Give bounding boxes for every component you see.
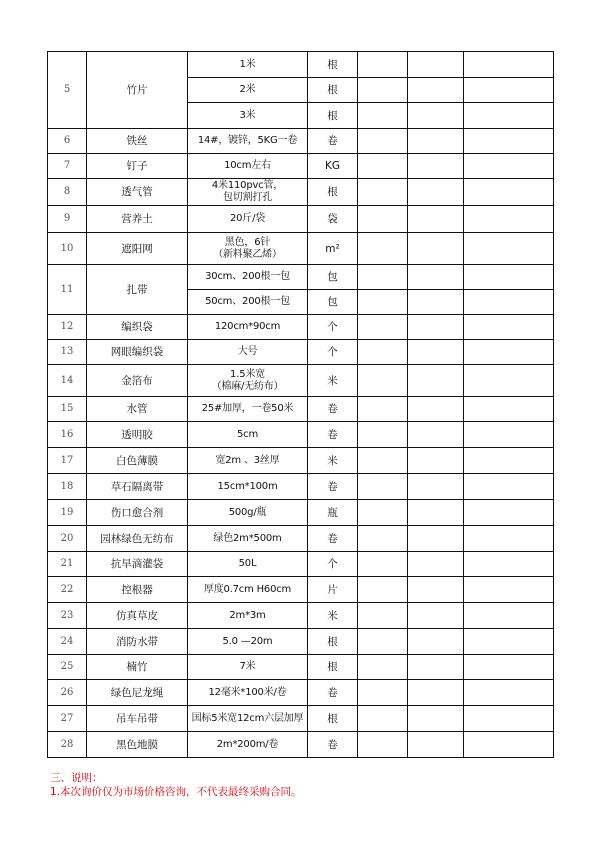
table-row [48, 315, 554, 340]
quantity-cell[interactable] [358, 680, 408, 706]
item-name: 钉子 [87, 154, 188, 179]
unit-price-cell[interactable] [408, 655, 464, 680]
item-unit: 米 [308, 448, 358, 474]
remarks-cell[interactable] [464, 732, 554, 758]
remarks-cell[interactable] [464, 500, 554, 526]
remarks-cell[interactable] [464, 552, 554, 577]
item-unit: 卷 [308, 129, 358, 154]
item-spec-line: 7米 [239, 661, 256, 672]
table-row [48, 129, 554, 154]
unit-price-cell[interactable] [408, 179, 464, 206]
unit-price-cell[interactable] [408, 365, 464, 397]
item-number: 18 [48, 474, 87, 500]
remarks-cell[interactable] [464, 680, 554, 706]
table-row [48, 340, 554, 365]
unit-price-cell[interactable] [408, 706, 464, 732]
quantity-cell[interactable] [358, 78, 408, 103]
item-spec [188, 103, 308, 129]
unit-price-cell[interactable] [408, 474, 464, 500]
unit-price-cell[interactable] [408, 233, 464, 265]
item-spec [188, 397, 308, 422]
table-row [48, 603, 554, 629]
quantity-cell[interactable] [358, 154, 408, 179]
notes-item: 1.本次询价仅为市场价格咨询，不代表最终采购合同。 [50, 786, 302, 798]
unit-price-cell[interactable] [408, 577, 464, 603]
table-row [48, 629, 554, 655]
remarks-cell[interactable] [464, 577, 554, 603]
item-unit: 卷 [308, 397, 358, 422]
quantity-cell[interactable] [358, 397, 408, 422]
table-row [48, 474, 554, 500]
inquiry-table-body [48, 52, 554, 758]
unit-price-cell[interactable] [408, 103, 464, 129]
item-name: 遮阳网 [87, 233, 188, 265]
item-spec [188, 52, 308, 78]
quantity-cell[interactable] [358, 552, 408, 577]
item-spec [188, 655, 308, 680]
item-spec-line: 5.0 —20m [222, 635, 273, 647]
item-spec-line: 2米 [239, 84, 256, 95]
unit-price-cell[interactable] [408, 680, 464, 706]
unit-price-cell[interactable] [408, 265, 464, 290]
item-unit: 卷 [308, 732, 358, 758]
item-spec-line: 500g/瓶 [228, 506, 267, 518]
unit-price-cell[interactable] [408, 552, 464, 577]
unit-price-cell[interactable] [408, 629, 464, 655]
item-unit: KG [308, 154, 358, 179]
item-spec [188, 577, 308, 603]
item-spec-line: 国标5米宽12cm六层加厚 [191, 712, 304, 724]
item-name: 扎带 [87, 265, 188, 315]
item-spec [188, 526, 308, 552]
remarks-cell[interactable] [464, 340, 554, 365]
remarks-cell[interactable] [464, 365, 554, 397]
remarks-cell[interactable] [464, 315, 554, 340]
item-unit: 根 [308, 179, 358, 206]
item-spec [188, 500, 308, 526]
item-name: 吊车吊带 [87, 706, 188, 732]
item-number: 15 [48, 397, 87, 422]
quantity-cell[interactable] [358, 233, 408, 265]
item-spec-line: （棉麻/无纺布） [211, 380, 284, 392]
item-name: 编织袋 [87, 315, 188, 340]
remarks-cell[interactable] [464, 706, 554, 732]
item-spec-line: 黑色，6针 [224, 236, 271, 248]
notes-heading: 三、说明： [50, 772, 103, 784]
item-number: 6 [48, 129, 87, 154]
unit-price-cell[interactable] [408, 603, 464, 629]
remarks-cell[interactable] [464, 103, 554, 129]
unit-price-cell[interactable] [408, 422, 464, 448]
quantity-cell[interactable] [358, 629, 408, 655]
unit-price-cell[interactable] [408, 500, 464, 526]
item-unit: 根 [308, 103, 358, 129]
remarks-cell[interactable] [464, 526, 554, 552]
item-spec-line: 14#，镀锌，5KG一卷 [197, 135, 298, 146]
item-spec-line: 大号 [237, 346, 258, 357]
inquiry-table [47, 51, 554, 758]
quantity-cell[interactable] [358, 422, 408, 448]
item-number: 25 [48, 655, 87, 680]
item-spec [188, 680, 308, 706]
table-row [48, 655, 554, 680]
quantity-cell[interactable] [358, 448, 408, 474]
item-spec-line: 宽2m 、3丝厚 [215, 454, 280, 466]
item-unit: 个 [308, 552, 358, 577]
unit-price-cell[interactable] [408, 52, 464, 78]
item-number: 9 [48, 206, 87, 233]
item-unit: 卷 [308, 526, 358, 552]
item-unit: 个 [308, 340, 358, 365]
remarks-cell[interactable] [464, 129, 554, 154]
table-row [48, 680, 554, 706]
quantity-cell[interactable] [358, 732, 408, 758]
item-spec-line: 4米110pvc管， [211, 180, 284, 191]
item-spec [188, 706, 308, 732]
item-spec [188, 179, 308, 206]
item-number: 26 [48, 680, 87, 706]
remarks-cell[interactable] [464, 78, 554, 103]
quantity-cell[interactable] [358, 526, 408, 552]
quantity-cell[interactable] [358, 315, 408, 340]
item-name: 网眼编织袋 [87, 340, 188, 365]
unit-price-cell[interactable] [408, 448, 464, 474]
unit-price-cell[interactable] [408, 526, 464, 552]
item-unit: 米 [308, 365, 358, 397]
item-spec [188, 422, 308, 448]
remarks-cell[interactable] [464, 206, 554, 233]
item-name: 黑色地膜 [87, 732, 188, 758]
item-name: 消防水带 [87, 629, 188, 655]
item-unit: 卷 [308, 680, 358, 706]
item-spec-line: 3米 [239, 109, 256, 121]
unit-price-cell[interactable] [408, 397, 464, 422]
item-number: 23 [48, 603, 87, 629]
item-spec-line: 12毫米*100米/卷 [208, 686, 287, 698]
table-row [48, 397, 554, 422]
item-name: 草石隔离带 [87, 474, 188, 500]
item-number: 14 [48, 365, 87, 397]
item-number: 21 [48, 552, 87, 577]
remarks-cell[interactable] [464, 655, 554, 680]
table-row [48, 706, 554, 732]
item-name: 透气管 [87, 179, 188, 206]
item-spec-line: 25#加厚，一卷50米 [201, 403, 294, 414]
item-spec-line: 120cm*90cm [214, 321, 281, 332]
table-row [48, 233, 554, 265]
item-number: 28 [48, 732, 87, 758]
unit-price-cell[interactable] [408, 732, 464, 758]
quantity-cell[interactable] [358, 206, 408, 233]
item-unit: 根 [308, 52, 358, 78]
item-spec-line: 30cm、200根一包 [205, 271, 290, 282]
unit-price-cell[interactable] [408, 78, 464, 103]
remarks-cell[interactable] [464, 290, 554, 315]
item-name: 营养土 [87, 206, 188, 233]
table-row [48, 732, 554, 758]
item-unit: 根 [308, 655, 358, 680]
item-spec [188, 315, 308, 340]
item-name: 透明胶 [87, 422, 188, 448]
quantity-cell[interactable] [358, 706, 408, 732]
remarks-cell[interactable] [464, 448, 554, 474]
remarks-cell[interactable] [464, 422, 554, 448]
item-spec-line: 5cm [236, 428, 258, 440]
quantity-cell[interactable] [358, 52, 408, 78]
table-row [48, 552, 554, 577]
unit-price-cell[interactable] [408, 340, 464, 365]
quantity-cell[interactable] [358, 500, 408, 526]
remarks-cell[interactable] [464, 52, 554, 78]
item-unit: 袋 [308, 206, 358, 233]
item-name: 控根器 [87, 577, 188, 603]
item-spec-line: 1米 [239, 58, 256, 70]
item-unit: 米 [308, 603, 358, 629]
item-unit: m² [308, 233, 358, 265]
item-unit: 片 [308, 577, 358, 603]
item-number: 24 [48, 629, 87, 655]
item-spec [188, 78, 308, 103]
table-row [48, 365, 554, 397]
table-row [48, 500, 554, 526]
remarks-cell[interactable] [464, 397, 554, 422]
item-spec-line: 包切割打孔 [223, 192, 272, 203]
item-spec [188, 732, 308, 758]
item-unit: 卷 [308, 422, 358, 448]
item-spec [188, 629, 308, 655]
item-spec-line: 绿色2m*500m [213, 532, 282, 544]
item-unit: 包 [308, 265, 358, 290]
item-name: 金箔布 [87, 365, 188, 397]
quantity-cell[interactable] [358, 365, 408, 397]
unit-price-cell[interactable] [408, 315, 464, 340]
quantity-cell[interactable] [358, 340, 408, 365]
item-number: 20 [48, 526, 87, 552]
unit-price-cell[interactable] [408, 206, 464, 233]
item-spec [188, 474, 308, 500]
item-unit: 根 [308, 629, 358, 655]
table-row [48, 526, 554, 552]
remarks-cell[interactable] [464, 179, 554, 206]
remarks-cell[interactable] [464, 474, 554, 500]
table-row [48, 422, 554, 448]
item-spec [188, 552, 308, 577]
table-row [48, 265, 554, 290]
item-name: 园林绿色无纺布 [87, 526, 188, 552]
table-row [48, 448, 554, 474]
notes-section [50, 771, 302, 799]
item-spec-line: 20斤/袋 [229, 213, 266, 224]
quantity-cell[interactable] [358, 290, 408, 315]
item-number: 10 [48, 233, 87, 265]
remarks-cell[interactable] [464, 603, 554, 629]
item-spec-line: （新料聚乙烯） [213, 248, 282, 260]
table-row [48, 206, 554, 233]
table-row [48, 154, 554, 179]
item-spec [188, 340, 308, 365]
quantity-cell[interactable] [358, 474, 408, 500]
item-name: 水管 [87, 397, 188, 422]
unit-price-cell[interactable] [408, 129, 464, 154]
remarks-cell[interactable] [464, 265, 554, 290]
item-number: 7 [48, 154, 87, 179]
quantity-cell[interactable] [358, 577, 408, 603]
item-spec-line: 1.5米宽 [230, 368, 265, 380]
item-spec [188, 265, 308, 290]
item-spec-line: 2m*200m/卷 [216, 738, 279, 750]
item-spec [188, 233, 308, 265]
quantity-cell[interactable] [358, 179, 408, 206]
item-spec [188, 365, 308, 397]
item-spec [188, 129, 308, 154]
item-spec-line: 2m*3m [229, 609, 266, 621]
item-name: 抗旱滴灌袋 [87, 552, 188, 577]
remarks-cell[interactable] [464, 629, 554, 655]
remarks-cell[interactable] [464, 233, 554, 265]
table-row [48, 52, 554, 78]
item-name: 铁丝 [87, 129, 188, 154]
item-spec [188, 603, 308, 629]
item-spec [188, 206, 308, 233]
quantity-cell[interactable] [358, 265, 408, 290]
item-number: 16 [48, 422, 87, 448]
item-spec [188, 448, 308, 474]
item-spec-line: 50L [238, 558, 257, 569]
item-name: 仿真草皮 [87, 603, 188, 629]
item-number: 13 [48, 340, 87, 365]
item-number: 22 [48, 577, 87, 603]
item-number: 5 [48, 52, 87, 129]
table-row [48, 577, 554, 603]
quantity-cell[interactable] [358, 655, 408, 680]
item-name: 楠竹 [87, 655, 188, 680]
item-unit: 个 [308, 315, 358, 340]
item-unit: 瓶 [308, 500, 358, 526]
item-number: 12 [48, 315, 87, 340]
unit-price-cell[interactable] [408, 154, 464, 179]
item-spec-line: 10cm左右 [224, 160, 271, 171]
item-unit: 卷 [308, 474, 358, 500]
quantity-cell[interactable] [358, 603, 408, 629]
unit-price-cell[interactable] [408, 290, 464, 315]
item-unit: 根 [308, 706, 358, 732]
item-unit: 包 [308, 290, 358, 315]
item-spec [188, 290, 308, 315]
item-number: 11 [48, 265, 87, 315]
item-spec-line: 厚度0.7cm H60cm [203, 583, 292, 595]
item-name: 绿色尼龙绳 [87, 680, 188, 706]
table-row [48, 179, 554, 206]
remarks-cell[interactable] [464, 154, 554, 179]
item-spec-line: 15cm*100m [217, 480, 278, 492]
item-name: 竹片 [87, 52, 188, 129]
item-name: 伤口愈合剂 [87, 500, 188, 526]
quantity-cell[interactable] [358, 103, 408, 129]
item-spec [188, 154, 308, 179]
item-name: 白色薄膜 [87, 448, 188, 474]
item-unit: 根 [308, 78, 358, 103]
item-number: 27 [48, 706, 87, 732]
quantity-cell[interactable] [358, 129, 408, 154]
item-number: 8 [48, 179, 87, 206]
item-spec-line: 50cm、200根一包 [205, 296, 290, 307]
item-number: 19 [48, 500, 87, 526]
item-number: 17 [48, 448, 87, 474]
